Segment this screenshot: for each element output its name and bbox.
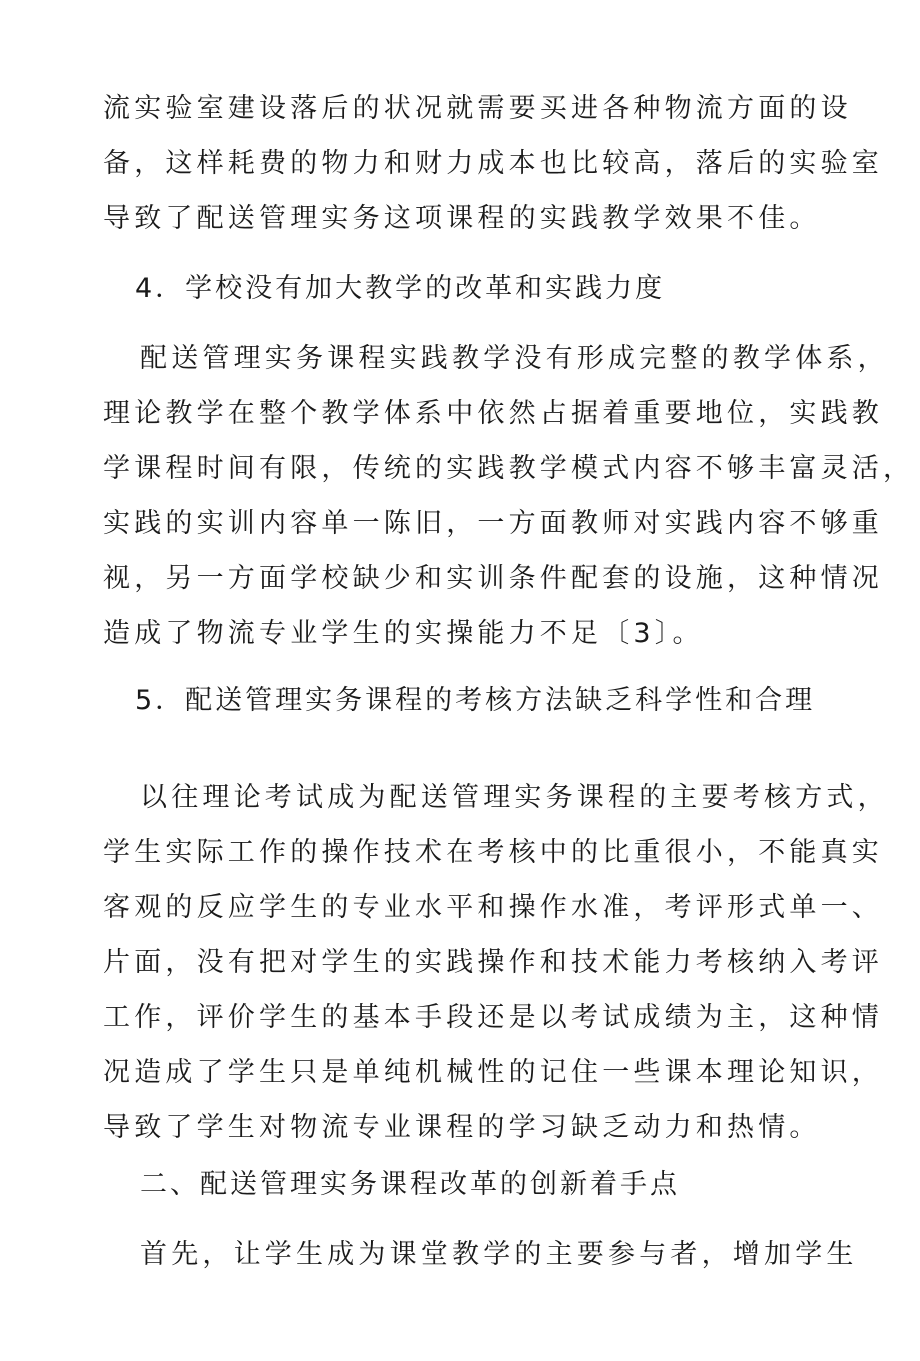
paragraph-line: 配送管理实务课程实践教学没有形成完整的教学体系， [140,343,889,374]
section-heading-4: 4．学校没有加大教学的改革和实践力度 [135,273,666,304]
paragraph-line: 导致了配送管理实务这项课程的实践教学效果不佳。 [103,203,821,234]
paragraph-line: 工作，评价学生的基本手段还是以考试成绩为主，这种情 [103,1002,883,1033]
paragraph-line: 片面，没有把对学生的实践操作和技术能力考核纳入考评 [103,947,883,978]
paragraph-line: 学课程时间有限，传统的实践教学模式内容不够丰富灵活， [103,453,915,484]
paragraph-line: 客观的反应学生的专业水平和操作水准，考评形式单一、 [103,892,883,923]
paragraph-line: 实践的实训内容单一陈旧，一方面教师对实践内容不够重 [103,508,883,539]
paragraph-line: 况造成了学生只是单纯机械性的记住一些课本理论知识， [103,1057,883,1088]
section-heading-5: 5．配送管理实务课程的考核方法缺乏科学性和合理 [135,685,816,716]
paragraph-line: 备，这样耗费的物力和财力成本也比较高，落后的实验室 [103,148,883,179]
section-heading-2: 二、配送管理实务课程改革的创新着手点 [140,1169,680,1200]
paragraph-line: 导致了学生对物流专业课程的学习缺乏动力和热情。 [103,1112,821,1143]
paragraph-line: 理论教学在整个教学体系中依然占据着重要地位，实践教 [103,398,883,429]
paragraph-line: 以往理论考试成为配送管理实务课程的主要考核方式， [140,782,889,813]
paragraph-line: 视，另一方面学校缺少和实训条件配套的设施，这种情况 [103,563,883,594]
paragraph-line: 首先，让学生成为课堂教学的主要参与者，增加学生 [140,1239,858,1270]
paragraph-line: 造成了物流专业学生的实操能力不足〔3〕。 [103,618,704,649]
paragraph-line: 流实验室建设落后的状况就需要买进各种物流方面的设 [103,93,852,124]
paragraph-line: 学生实际工作的操作技术在考核中的比重很小，不能真实 [103,837,883,868]
